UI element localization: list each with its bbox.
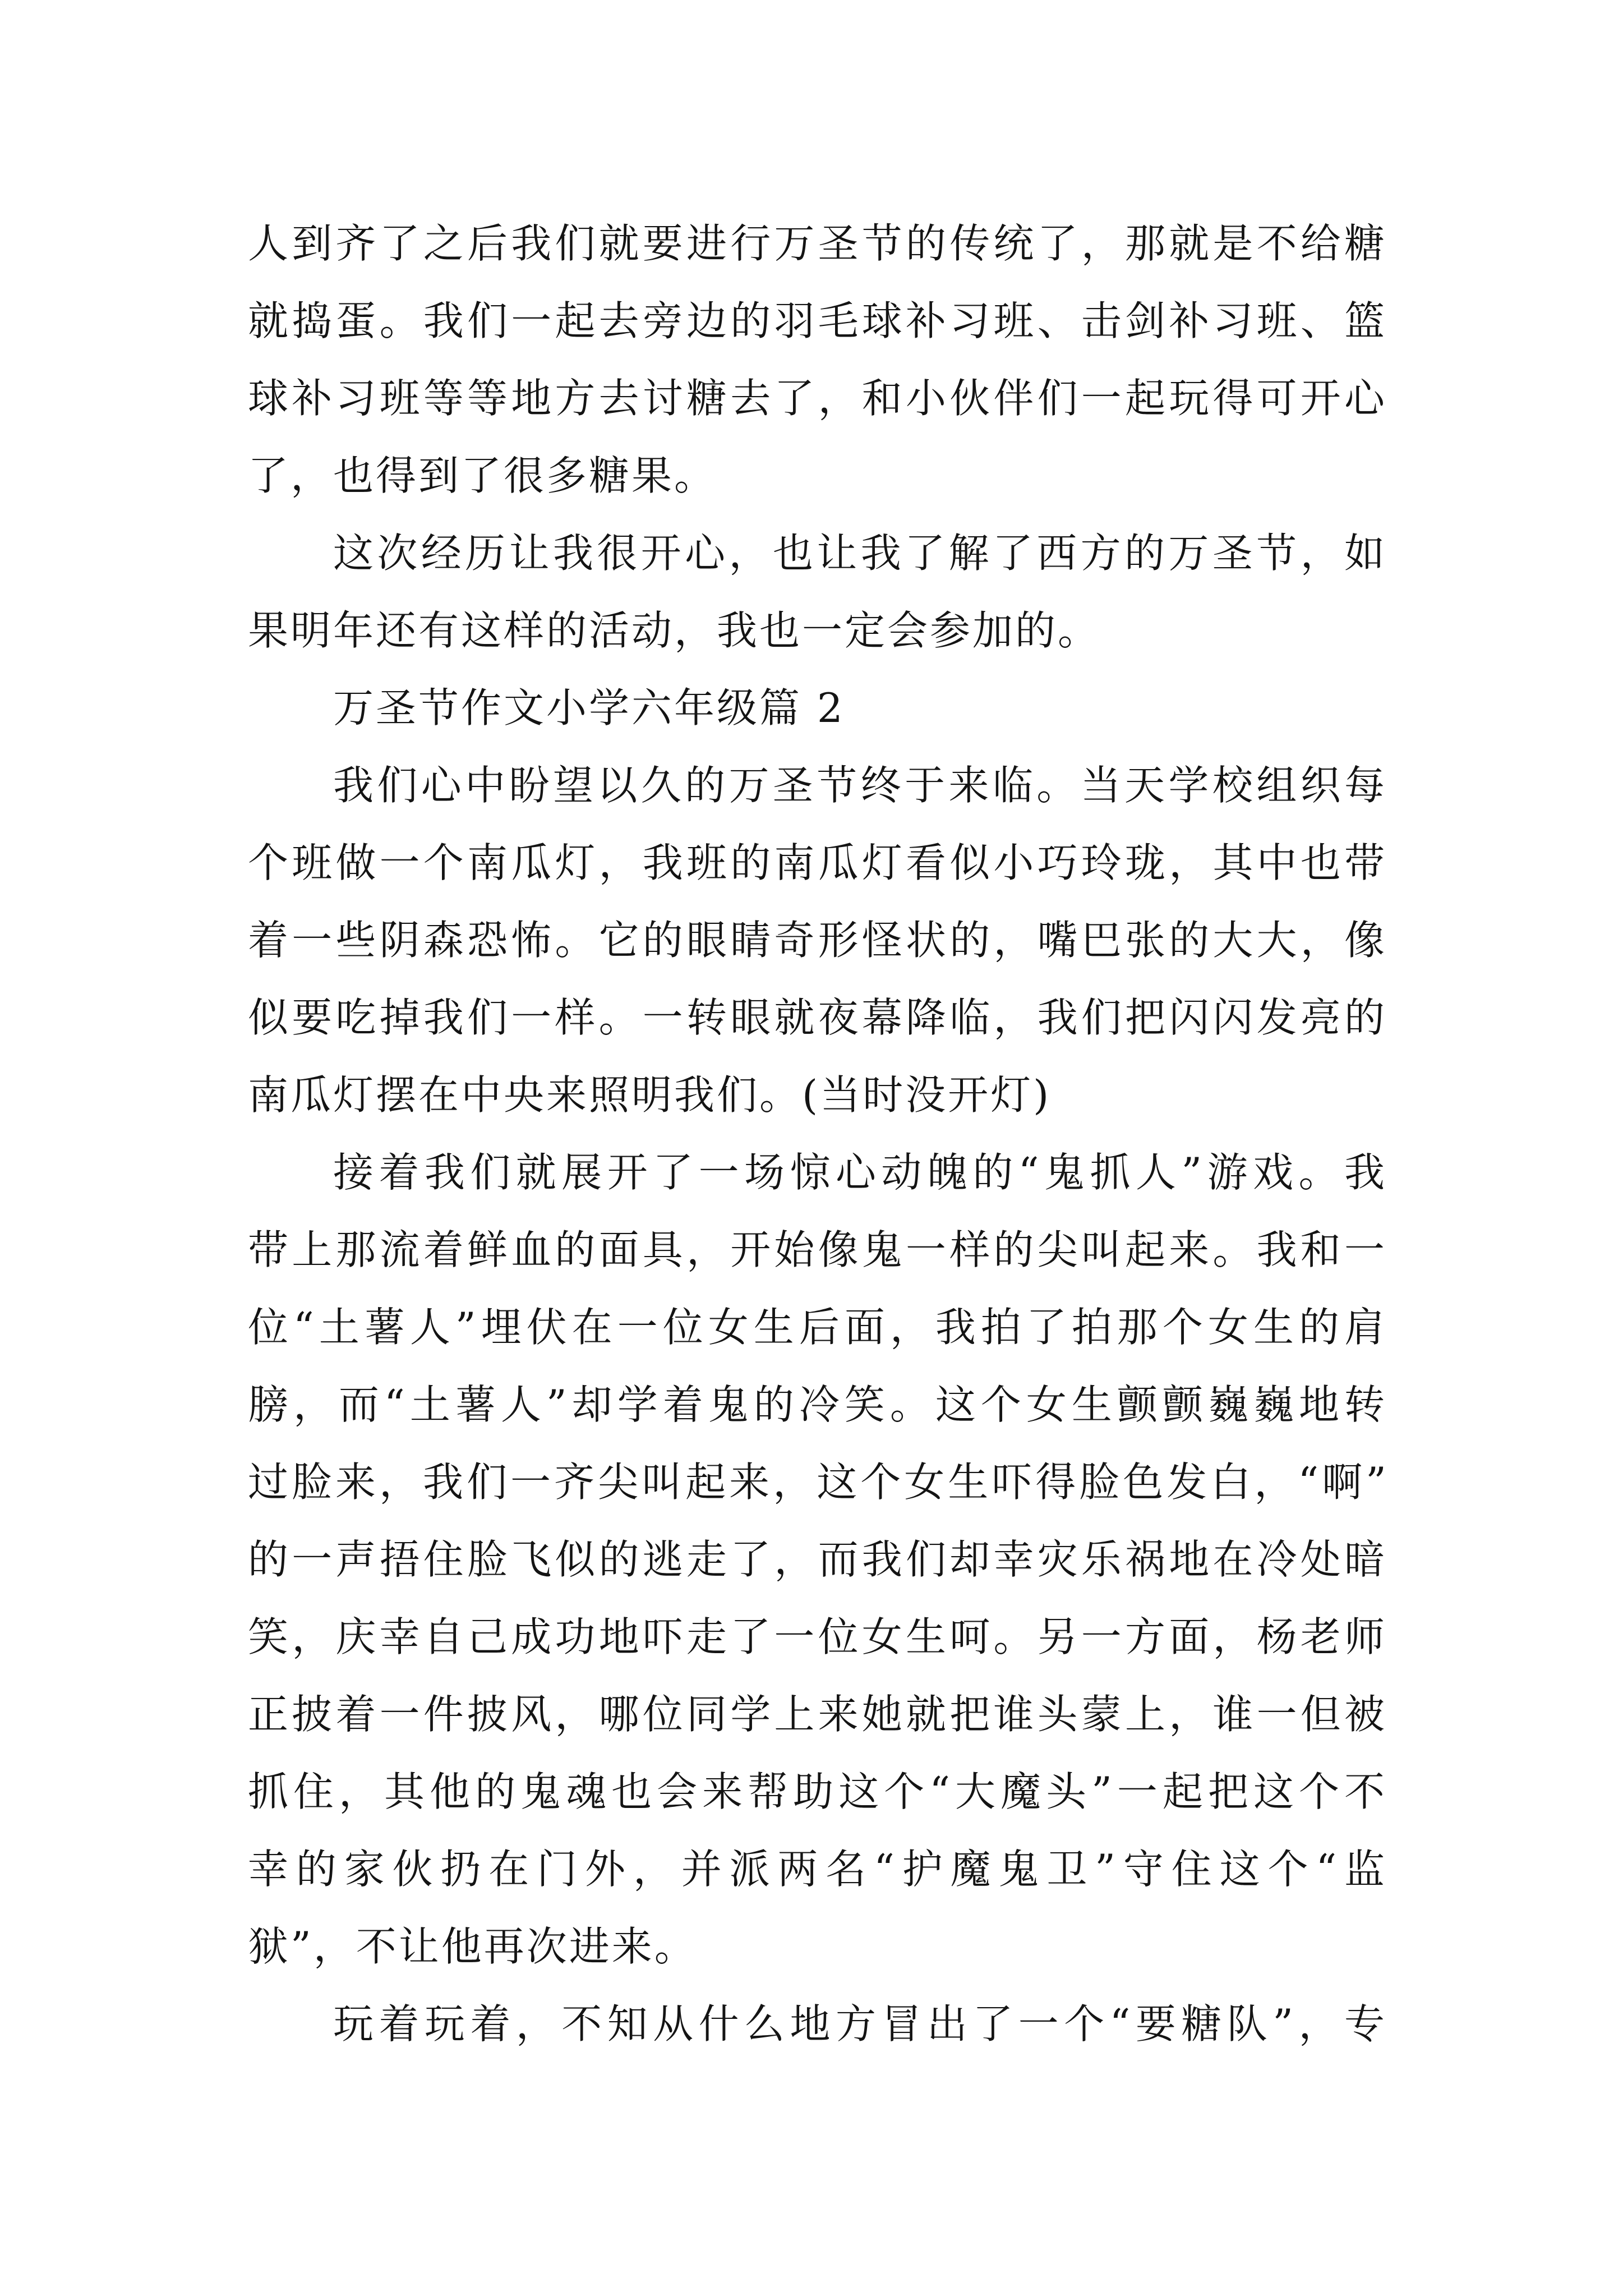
text-line: 这次经历让我很开心，也让我了解了西方的万圣节，如 (333, 530, 1387, 577)
text-line: 了，也得到了很多糖果。 (248, 452, 717, 499)
text-line: 就捣蛋。我们一起去旁边的羽毛球补习班、击剑补习班、篮 (248, 297, 1387, 344)
text-line: 正披着一件披风，哪位同学上来她就把谁头蒙上，谁一但被 (248, 1691, 1387, 1738)
section-heading: 万圣节作文小学六年级篇 2 (333, 684, 845, 731)
text-line: 似要吃掉我们一样。一转眼就夜幕降临，我们把闪闪发亮的 (248, 994, 1387, 1041)
text-line: 抓住，其他的鬼魂也会来帮助这个“大魔头”一起把这个不 (248, 1768, 1387, 1815)
text-line: 球补习班等等地方去讨糖去了，和小伙伴们一起玩得可开心 (248, 375, 1387, 422)
text-line: 果明年还有这样的活动，我也一定会参加的。 (248, 607, 1101, 654)
text-line: 接着我们就展开了一场惊心动魄的“鬼抓人”游戏。我 (333, 1149, 1387, 1196)
text-line: 狱”，不让他再次进来。 (248, 1923, 697, 1970)
text-line: 位“土薯人”埋伏在一位女生后面，我拍了拍那个女生的肩 (248, 1304, 1387, 1351)
text-line: 南瓜灯摆在中央来照明我们。(当时没开灯) (248, 1071, 1052, 1119)
text-line: 带上那流着鲜血的面具，开始像鬼一样的尖叫起来。我和一 (248, 1226, 1387, 1273)
text-line: 着一些阴森恐怖。它的眼睛奇形怪状的，嘴巴张的大大，像 (248, 917, 1387, 964)
text-line: 过脸来，我们一齐尖叫起来，这个女生吓得脸色发白，“啊” (248, 1458, 1387, 1506)
text-line: 笑，庆幸自己成功地吓走了一位女生呵。另一方面，杨老师 (248, 1613, 1387, 1660)
document-body (248, 205, 1387, 2063)
text-line: 膀，而“土薯人”却学着鬼的冷笑。这个女生颤颤巍巍地转 (248, 1381, 1387, 1428)
text-line: 幸的家伙扔在门外，并派两名“护魔鬼卫”守住这个“监 (248, 1846, 1387, 1893)
text-line: 我们心中盼望以久的万圣节终于来临。当天学校组织每 (333, 762, 1387, 809)
text-line: 人到齐了之后我们就要进行万圣节的传统了，那就是不给糖 (248, 220, 1387, 267)
text-line: 个班做一个南瓜灯，我班的南瓜灯看似小巧玲珑，其中也带 (248, 839, 1387, 886)
text-line: 玩着玩着，不知从什么地方冒出了一个“要糖队”，专 (333, 2000, 1387, 2047)
text-line: 的一声捂住脸飞似的逃走了，而我们却幸灾乐祸地在冷处暗 (248, 1536, 1387, 1583)
